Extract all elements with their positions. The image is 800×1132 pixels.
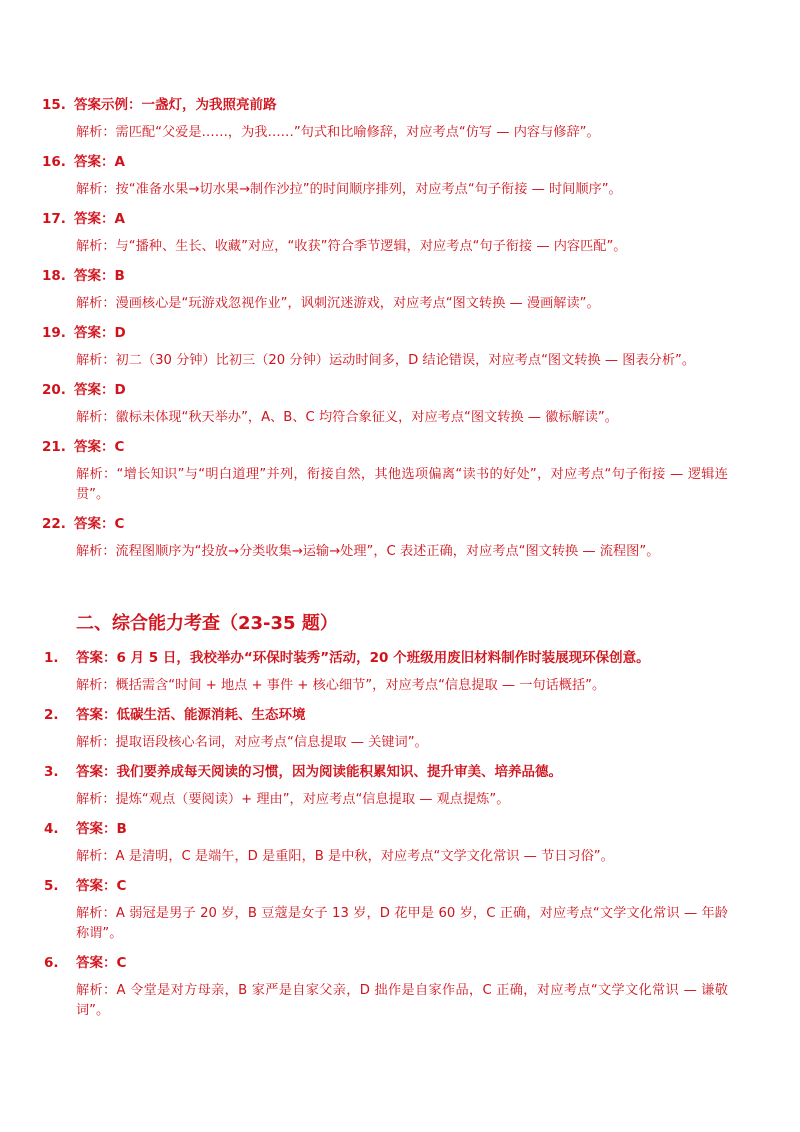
answer-text: 答案：A xyxy=(74,154,125,170)
answer-text: 答案：C xyxy=(76,878,127,894)
part1-block xyxy=(0,95,800,562)
qa-item-20 xyxy=(0,380,800,428)
answer-text: 答案：我们要养成每天阅读的习惯，因为阅读能积累知识、提升审美、培养品德。 xyxy=(76,764,562,780)
analysis-text: 解析：初二（30 分钟）比初三（20 分钟）运动时间多，D 结论错误，对应考点“图文转换 — 图表分析”。 xyxy=(76,353,696,368)
question-number: 22. xyxy=(42,516,66,532)
answer-text: 答案：C xyxy=(76,955,127,971)
answer-line xyxy=(0,819,800,839)
question-number: 2. xyxy=(44,707,59,723)
question-number: 4. xyxy=(44,821,59,837)
answer-text: 答案：低碳生活、能源消耗、生态环境 xyxy=(76,707,306,723)
analysis-text: 解析：需匹配“父爱是……，为我……”句式和比喻修辞，对应考点“仿写 — 内容与修辞”。 xyxy=(76,125,600,140)
analysis-text: 解析：提取语段核心名词，对应考点“信息提取 — 关键词”。 xyxy=(76,735,428,750)
qa-item-6 xyxy=(0,953,800,1021)
answer-line xyxy=(0,705,800,725)
analysis-text: 解析：提炼“观点（要阅读）+ 理由”，对应考点“信息提取 — 观点提炼”。 xyxy=(76,792,510,807)
answer-line xyxy=(0,876,800,896)
analysis-text: 解析：A 弱冠是男子 20 岁，B 豆蔻是女子 13 岁，D 花甲是 60 岁，C 正确，对应考点“文学文化常识 — 年龄称谓”。 xyxy=(76,906,728,941)
answer-text: 答案：6 月 5 日，我校举办“环保时装秀”活动，20 个班级用废旧材料制作时装展现环保创意。 xyxy=(76,650,650,666)
qa-item-21 xyxy=(0,437,800,505)
qa-item-1 xyxy=(0,648,800,696)
analysis-text: 解析：与“播种、生长、收藏”对应，“收获”符合季节逻辑，对应考点“句子衔接 — 内容匹配”。 xyxy=(76,239,627,254)
question-number: 3. xyxy=(44,764,59,780)
qa-item-3 xyxy=(0,762,800,810)
answer-line xyxy=(0,95,800,115)
analysis-text: 解析：“增长知识”与“明白道理”并列，衔接自然，其他选项偏离“读书的好处”，对应考点“句子衔接 — 逻辑连贯”。 xyxy=(76,467,728,502)
question-number: 16. xyxy=(42,154,66,170)
qa-item-5 xyxy=(0,876,800,944)
answer-line xyxy=(0,762,800,782)
answer-line xyxy=(0,953,800,973)
answer-line xyxy=(0,380,800,400)
qa-item-2 xyxy=(0,705,800,753)
question-number: 6. xyxy=(44,955,59,971)
analysis-text: 解析：按“准备水果→切水果→制作沙拉”的时间顺序排列，对应考点“句子衔接 — 时间顺序”。 xyxy=(76,182,622,197)
question-number: 19. xyxy=(42,325,66,341)
answer-text: 答案示例：一盏灯，为我照亮前路 xyxy=(74,97,277,113)
question-number: 21. xyxy=(42,439,66,455)
answer-text: 答案：D xyxy=(74,325,126,341)
qa-item-16 xyxy=(0,152,800,200)
qa-item-4 xyxy=(0,819,800,867)
analysis-text: 解析：徽标未体现“秋天举办”，A、B、C 均符合象征义，对应考点“图文转换 — 徽标解读”。 xyxy=(76,410,618,425)
answer-text: 答案：D xyxy=(74,382,126,398)
answer-text: 答案：C xyxy=(74,516,125,532)
analysis-text: 解析：A 是清明，C 是端午，D 是重阳，B 是中秋，对应考点“文学文化常识 — 节日习俗”。 xyxy=(76,849,614,864)
answer-line xyxy=(0,152,800,172)
qa-item-18 xyxy=(0,266,800,314)
qa-item-19 xyxy=(0,323,800,371)
qa-item-17 xyxy=(0,209,800,257)
question-number: 17. xyxy=(42,211,66,227)
answer-line xyxy=(0,437,800,457)
answer-line xyxy=(0,648,800,668)
qa-item-22 xyxy=(0,514,800,562)
question-number: 15. xyxy=(42,97,66,113)
answer-text: 答案：A xyxy=(74,211,125,227)
question-number: 18. xyxy=(42,268,66,284)
section-title: 二、综合能力考查（23-35 题） xyxy=(76,613,338,634)
qa-item-15 xyxy=(0,95,800,143)
analysis-text: 解析：流程图顺序为“投放→分类收集→运输→处理”，C 表述正确，对应考点“图文转换 — 流程图”。 xyxy=(76,544,660,559)
analysis-text: 解析：概括需含“时间 + 地点 + 事件 + 核心细节”，对应考点“信息提取 — 一句话概括”。 xyxy=(76,678,606,693)
answer-text: 答案：C xyxy=(74,439,125,455)
question-number: 5. xyxy=(44,878,59,894)
part2-block xyxy=(0,648,800,1021)
answer-text: 答案：B xyxy=(76,821,127,837)
answer-text: 答案：B xyxy=(74,268,125,284)
analysis-text: 解析：漫画核心是“玩游戏忽视作业”，讽刺沉迷游戏，对应考点“图文转换 — 漫画解读”。 xyxy=(76,296,600,311)
answer-line xyxy=(0,266,800,286)
question-number: 20. xyxy=(42,382,66,398)
answer-line xyxy=(0,323,800,343)
answer-line xyxy=(0,209,800,229)
question-number: 1. xyxy=(44,650,59,666)
analysis-text: 解析：A 令堂是对方母亲，B 家严是自家父亲，D 拙作是自家作品，C 正确，对应考点“文学文化常识 — 谦敬词”。 xyxy=(76,983,728,1018)
answer-line xyxy=(0,514,800,534)
